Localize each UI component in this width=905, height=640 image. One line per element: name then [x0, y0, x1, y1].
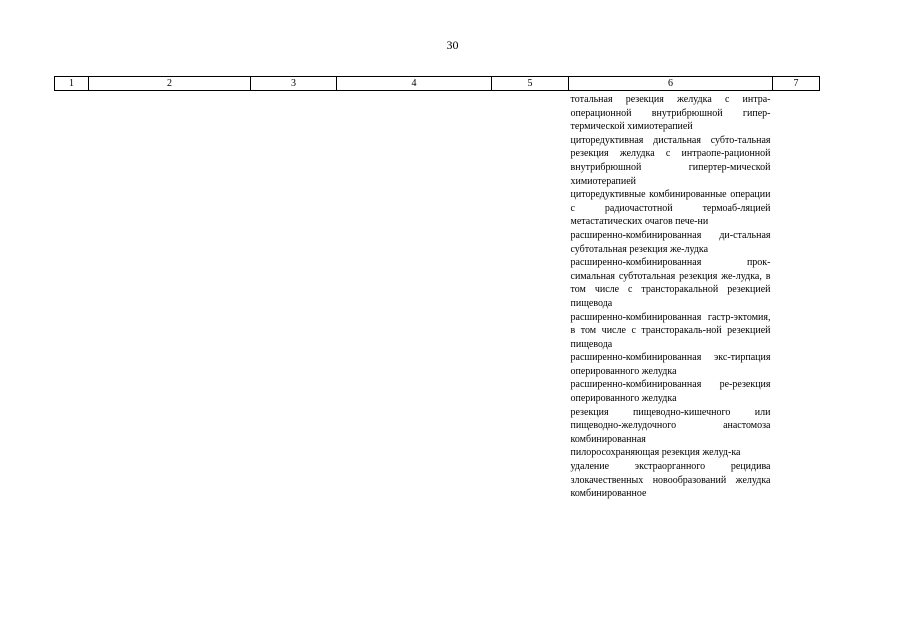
cell-col-6 [569, 91, 773, 501]
column-header-6: 6 [569, 77, 773, 91]
column-header-7: 7 [773, 77, 820, 91]
cell-col-4 [337, 91, 492, 501]
cell-col-5 [492, 91, 569, 501]
operation-entry: резекция пищеводно-кишечного или пищеводно-желудочного анастомоза комбинированная [570, 406, 771, 445]
column-header-2: 2 [89, 77, 251, 91]
treatment-table [54, 76, 820, 501]
operation-entry: расширенно-комбинированная экс-тирпация оперированного желудка [570, 352, 771, 377]
column-header-5: 5 [492, 77, 569, 91]
operation-entry: циторедуктивные комбинированные операции с радиочастотной термоаб-ляцией метастатических очагов пече-ни [570, 189, 771, 228]
operation-entry: расширенно-комбинированная гастр-эктомия, в том числе с трансторакаль-ной резекцией пищевода [570, 311, 771, 350]
operation-entry: тотальная резекция желудка с интра-операционной внутрибрюшной гипер-термической химиотерапией [570, 94, 771, 133]
operation-entry: циторедуктивная дистальная субто-тальная резекция желудка с интраопе-рационной внутрибрюшной гипертер-мической химиотерапией [570, 134, 771, 187]
operation-entry: удаление экстраорганного рецидива злокачественных новообразований желудка комбинированное [570, 461, 771, 500]
column-header-1: 1 [55, 77, 89, 91]
column-header-3: 3 [251, 77, 337, 91]
cell-col-2 [89, 91, 251, 501]
cell-col-1 [55, 91, 89, 501]
column-header-4: 4 [337, 77, 492, 91]
table-row [55, 91, 820, 501]
operation-entry: пилоросохраняющая резекция желуд-ка [570, 447, 741, 459]
page-number: 30 [446, 38, 459, 52]
operation-entry: расширенно-комбинированная ре-резекция оперированного желудка [570, 379, 771, 405]
operation-entry: расширенно-комбинированная ди-стальная субтотальная резекция же-лудка [570, 229, 771, 255]
cell-col-7 [773, 91, 820, 501]
cell-col-3 [251, 91, 337, 501]
column-number-row [55, 77, 820, 91]
operation-entry: расширенно-комбинированная прок-симальная субтотальная резекция же-лудка, в том числе с трансторакальной резекцией пищевода [570, 257, 771, 309]
